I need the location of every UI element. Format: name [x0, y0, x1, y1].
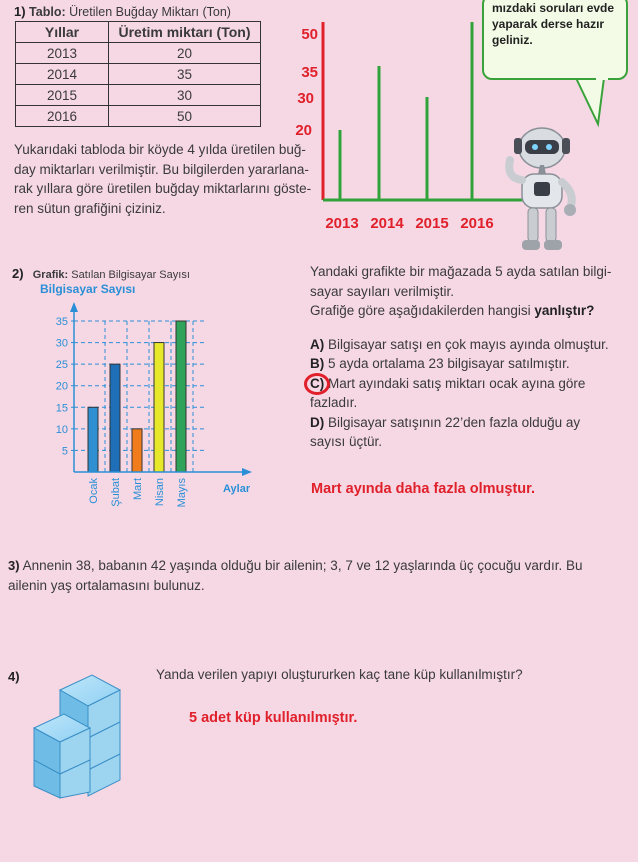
q2-intro-line: Yandaki grafikte bir mağazada 5 ayda satılan bilgi- — [310, 264, 612, 279]
table-row — [16, 64, 261, 85]
bar-nisan — [154, 343, 164, 472]
option-letter: A) — [310, 336, 325, 352]
q2-number: 2) — [12, 266, 24, 281]
option-text: Mart ayındaki satış miktarı ocak ayına göre — [324, 375, 586, 391]
computer-sales-bar-chart — [30, 280, 270, 520]
bar-mayıs — [176, 321, 186, 472]
x-tick-label: Mart — [132, 478, 144, 500]
table-row — [16, 43, 261, 64]
x-label-2013: 2013 — [325, 215, 359, 232]
q3-number: 3) — [8, 558, 20, 573]
q1-caption-bold: Tablo: — [29, 5, 66, 19]
y-label-30: 30 — [297, 90, 314, 107]
q1-paragraph — [14, 140, 324, 218]
q1-paragraph-line: Yukarıdaki tabloda bir köyde 4 yılda üretilen buğ- — [14, 142, 306, 157]
bubble-line: geliniz. — [492, 33, 533, 47]
q1-number: 1) — [14, 4, 26, 19]
answer-circle-mark — [304, 373, 330, 395]
option-letter: C) — [310, 375, 325, 391]
bar-ocak — [88, 407, 98, 472]
table-cell: 50 — [109, 106, 261, 127]
q2-question — [310, 301, 628, 321]
table-row — [16, 106, 261, 127]
q4-number: 4) — [8, 669, 20, 684]
table-cell: 2014 — [16, 64, 109, 85]
y-tick-label: 25 — [55, 359, 68, 372]
q3-line: ailenin yaş ortalamasını bulunuz. — [8, 577, 205, 593]
x-label-2014: 2014 — [370, 215, 404, 232]
option-text: sayısı üçtür. — [310, 434, 383, 449]
q4-answer: 5 adet küp kullanılmıştır. — [189, 710, 358, 726]
speech-bubble — [482, 0, 628, 80]
y-tick-label: 5 — [61, 445, 68, 458]
option-letter: B) — [310, 356, 325, 371]
y-tick-label: 35 — [55, 316, 68, 328]
table-cell: 30 — [109, 85, 261, 106]
option-text: Bilgisayar satışının 22’den fazla olduğu ay — [324, 414, 581, 430]
table-cell: 2016 — [16, 106, 109, 127]
x-label-2015: 2015 — [415, 215, 449, 232]
option-text: 5 ayda ortalama 23 bilgisayar satılmıştır. — [324, 356, 570, 371]
bubble-line: mızdaki soruları evde — [492, 1, 615, 15]
q2-text — [310, 262, 628, 452]
option-text: Bilgisayar satışı en çok mayıs ayında olmuştur. — [324, 336, 609, 352]
x-tick-label: Ocak — [88, 478, 100, 504]
option-a — [310, 335, 628, 355]
q1-paragraph-line: rak yıllara göre üretilen buğday miktarlarını göste- — [14, 181, 312, 196]
x-axis-label: Aylar — [223, 483, 251, 495]
q2-graph-title — [12, 266, 190, 281]
q3-line: Annenin 38, babanın 42 yaşında olduğu bir ailenin; 3, 7 ve 12 yaşlarında üç çocuğu vardır. Bu — [19, 558, 583, 573]
y-tick-label: 30 — [55, 337, 68, 350]
table-row — [16, 85, 261, 106]
q1-header-amount: Üretim miktarı (Ton) — [109, 22, 261, 43]
q1-caption-rest: Üretilen Buğday Miktarı (Ton) — [65, 5, 231, 19]
q2-question-text: Grafiğe göre aşağıdakilerden hangisi — [310, 303, 535, 318]
x-axis-arrow-icon — [242, 468, 252, 476]
robot-icon — [500, 120, 600, 260]
q1-table-caption — [14, 4, 231, 19]
table-cell: 20 — [109, 43, 261, 64]
table-cell: 35 — [109, 64, 261, 85]
q3-text — [8, 556, 628, 595]
option-d — [310, 413, 628, 433]
table-cell: 2013 — [16, 43, 109, 64]
bubble-tail-join — [596, 70, 608, 80]
chart-title: Bilgisayar Sayısı — [40, 282, 136, 296]
y-label-35: 35 — [301, 64, 318, 81]
bubble-tail — [576, 78, 604, 124]
q4-question: Yanda verilen yapıyı oluştururken kaç tane küp kullanılmıştır? — [156, 667, 523, 682]
bar-şubat — [110, 364, 120, 472]
q1-table — [15, 21, 261, 127]
bubble-line: yaparak derse hazır — [492, 17, 605, 31]
y-tick-label: 15 — [55, 402, 68, 415]
x-tick-label: Nisan — [154, 478, 166, 507]
q2-question-bold: yanlıştır? — [534, 303, 595, 318]
q1-paragraph-line: day miktarları verilmiştir. Bu bilgilerden yararlana- — [14, 161, 309, 177]
q2-intro-line: sayar sayıları verilmiştir. — [310, 283, 455, 299]
q1-header-year: Yıllar — [16, 22, 109, 43]
x-tick-label: Mayıs — [176, 478, 188, 508]
q2-title-bold: Grafik: — [32, 269, 69, 281]
option-text: fazladır. — [310, 395, 358, 410]
y-label-50: 50 — [301, 26, 318, 43]
option-letter: D) — [310, 414, 325, 430]
y-axis-arrow-icon — [70, 302, 78, 312]
q2-answer: Mart ayında daha fazla olmuştur. — [311, 481, 535, 497]
x-tick-label: Şubat — [110, 478, 122, 507]
chart-labels — [56, 316, 188, 507]
x-label-2016: 2016 — [460, 215, 494, 232]
q1-paragraph-line: ren sütun grafiğini çiziniz. — [14, 200, 166, 216]
y-tick-label: 20 — [55, 380, 68, 393]
y-tick-label: 10 — [55, 423, 68, 436]
option-b — [310, 354, 628, 374]
cube-structure-icon — [30, 670, 140, 800]
q2-title-rest: Satılan Bilgisayar Sayısı — [68, 269, 190, 281]
table-cell: 2015 — [16, 85, 109, 106]
bar-mart — [132, 429, 142, 472]
y-label-20: 20 — [295, 122, 312, 139]
option-c — [310, 374, 628, 394]
